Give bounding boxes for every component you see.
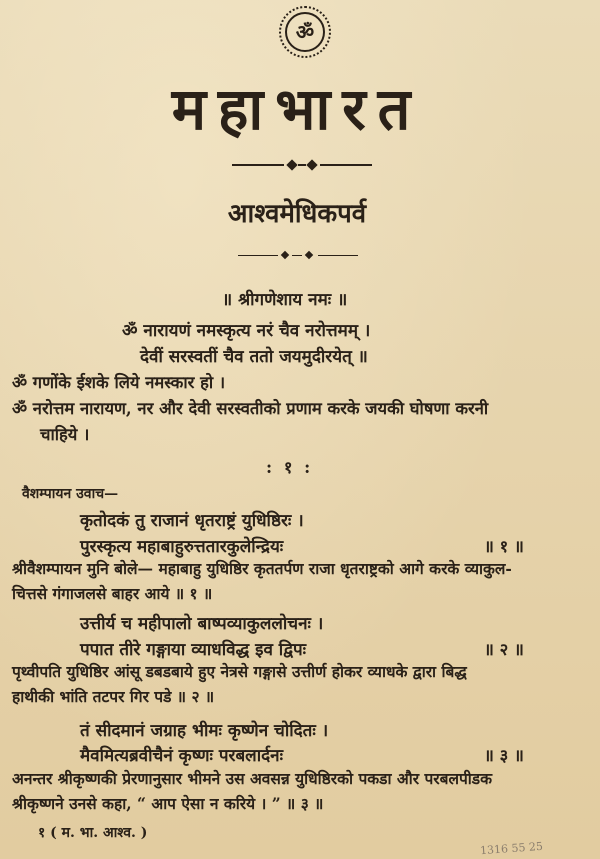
commentary-line-3: चाहिये । [40,425,90,444]
verse-2-number: ॥ २ ॥ [484,640,524,659]
commentary-line-1: ॐ गणोंके ईशके लिये नमस्कार हो । [12,373,226,392]
verse-1-translation-line-1: श्रीवैशम्पायन मुनि बोले— महाबाहु युधिष्ठिर कृततर्पण राजा धृतराष्ट्रको आगे करके व्याकुल- [12,559,512,578]
parva-title: आश्वमेधिकपर्व [227,199,367,229]
verse-1-line-1: कृतोदकं तु राजानं धृतराष्ट्रं युधिष्ठिरः । [80,511,304,531]
title-ornament [232,160,372,170]
verse-3-translation-line-1: अनन्तर श्रीकृष्णकी प्रेरणानुसार भीमने उस अवसन्न युधिष्ठिरको पकडा और परबलपीडक [12,769,492,788]
verse-3-number: ॥ ३ ॥ [484,746,524,765]
page-footnote: १ ( म. भा. आश्व. ) [38,825,148,841]
mangala-verse-line-1: ॐ नारायणं नमस्कृत्य नरं चैव नरोत्तमम् । [122,321,371,341]
book-title: महाभारत [171,75,423,143]
library-stamp: 1316 55 25 [479,839,544,858]
verse-1-line-2: पुरस्कृत्य महाबाहुरुत्ततारकुलेन्द्रियः [80,537,284,557]
commentary-line-2: ॐ नरोत्तम नारायण, नर और देवी सरस्वतीको प्रणाम करके जयकी घोषणा करनी [12,399,489,418]
verse-2-translation-line-2: हाथीकी भांति तटपर गिर पडे ॥ २ ॥ [12,687,215,706]
verse-1-number: ॥ १ ॥ [484,537,524,556]
mangala-verse-line-2: देवीं सरस्वतीं चैव ततो जयमुदीरयेत् ॥ [140,347,368,367]
verse-3-translation-line-2: श्रीकृष्णने उनसे कहा, “ आप ऐसा न करिये । ” ॥ ३ ॥ [12,794,324,813]
om-emblem-icon [279,6,331,58]
verse-1-translation-line-2: चित्तसे गंगाजलसे बाहर आये ॥ १ ॥ [12,584,213,603]
subtitle-ornament [238,250,358,260]
speaker-label: वैशम्पायन उवाच— [22,486,119,502]
chapter-marker: : १ : [266,458,314,477]
verse-2-line-1: उत्तीर्य च महीपालो बाष्पव्याकुललोचनः । [80,614,324,634]
om-glyph: ॐ [285,12,325,52]
invocation-line: ॥ श्रीगणेशाय नमः ॥ [222,290,348,310]
verse-3-line-1: तं सीदमानं जग्राह भीमः कृष्णेन चोदितः । [80,721,329,741]
verse-2-line-2: पपात तीरे गङ्गाया व्याधविद्ध इव द्विपः [80,640,307,660]
verse-2-translation-line-1: पृथ्वीपति युधिष्ठिर आंसू डबडबाये हुए नेत्रसे गङ्गासे उत्तीर्ण होकर व्याधके द्वारा बिद्ध [12,662,467,681]
verse-3-line-2: मैवमित्यब्रवीचैनं कृष्णः परबलार्दनः [80,746,284,766]
